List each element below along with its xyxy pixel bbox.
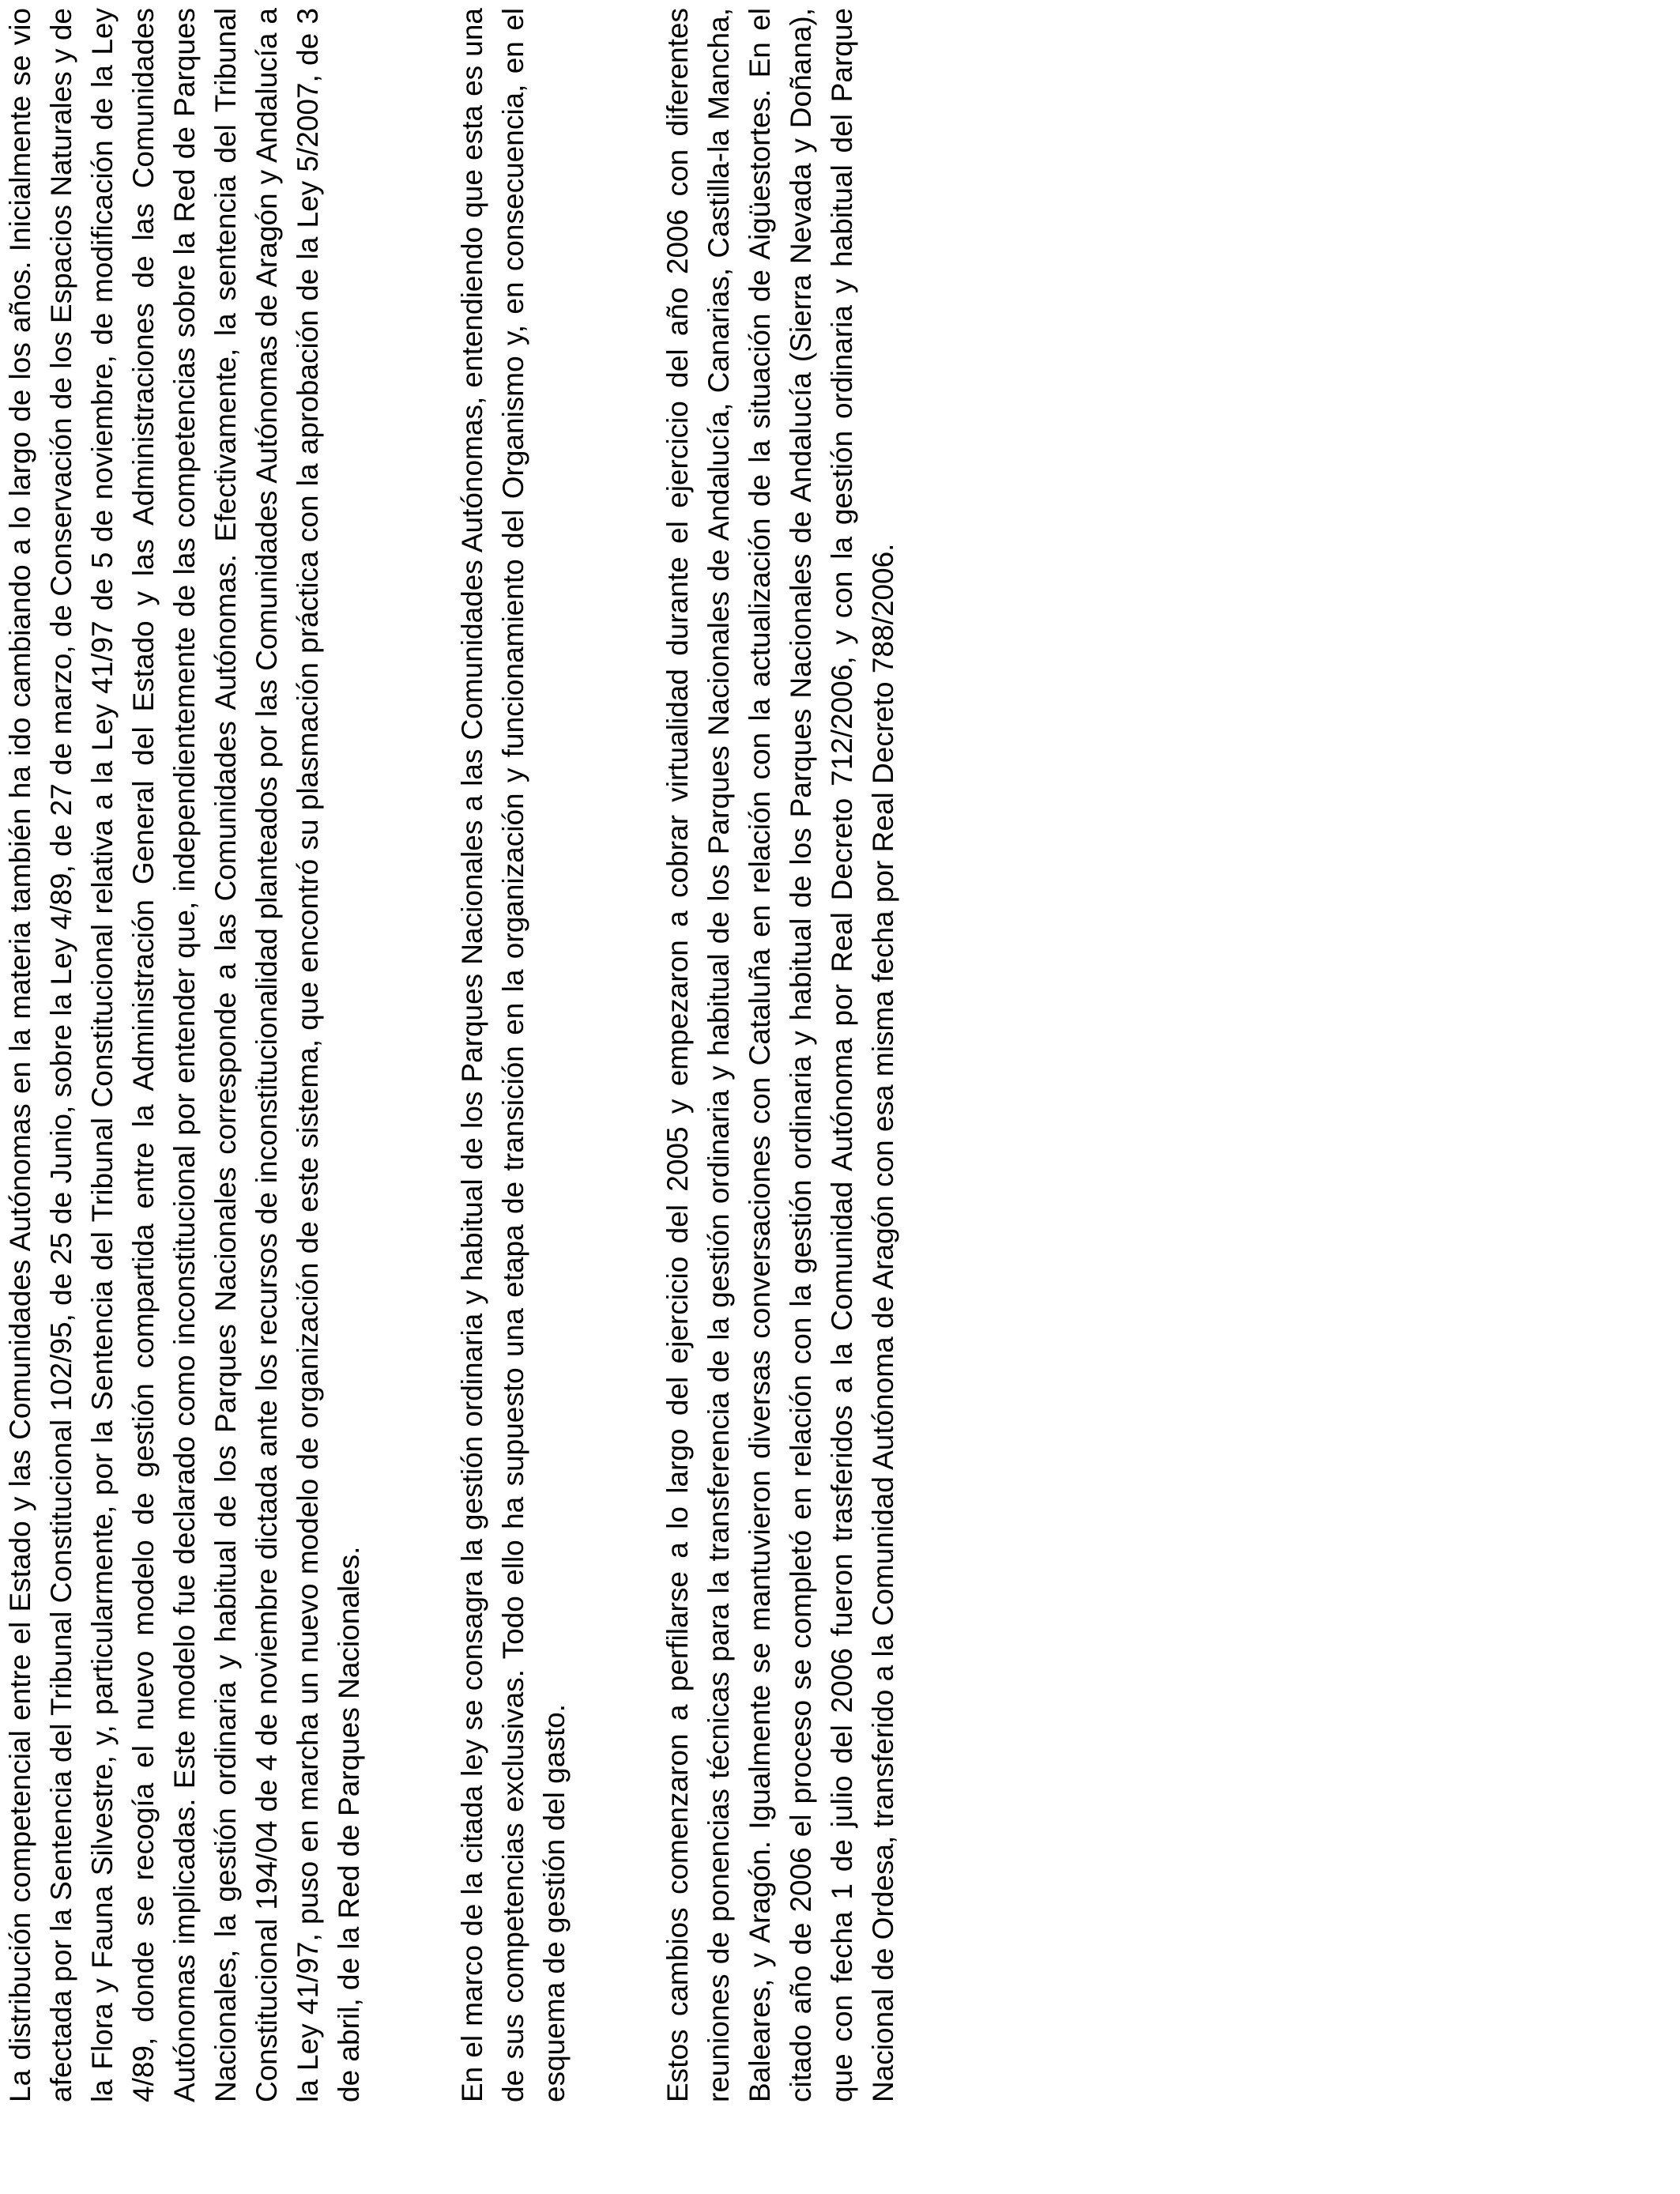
rotated-text-block	[0, 8, 1201, 2102]
paragraph-cambios: Estos cambios comenzaron a perfilarse a lo largo del ejercicio del 2005 y empezaron a cobrar virtualidad durante el ejercicio del año 2006 con diferentes reuniones de ponencias técnicas para la transferencia de la gestión ordinaria y habitual de los Parques Nacionales de Andalucía, Canarias, Castilla-la Mancha, Baleares, y Aragón. Igualmente se mantuvieron diversas conversaciones con Cataluña en relación con la actualización de la situación de Aigüestortes. En el citado año de 2006 el proceso se completó en relación con la gestión ordinaria y habitual de los Parques Nacionales de Andalucía (Sierra Nevada y Doñana), que con fecha 1 de julio del 2006 fueron trasferidos a la Comunidad Autónoma por Real Decreto 712/2006, y con la gestión ordinaria y habitual del Parque Nacional de Ordesa, transferido a la Comunidad Autónoma de Aragón con esa misma fecha por Real Decreto 788/2006.	[661, 8, 899, 2102]
paragraph-competencias: La distribución competencial entre el Estado y las Comunidades Autónomas en la materia también ha ido cambiando a lo largo de los años. Inicialmente se vio afectada por la Sentencia del Tribunal Constitucional 102/95, de 25 de Junio, sobre la Ley 4/89, de 27 de marzo, de Conservación de los Espacios Naturales y de la Flora y Fauna Silvestre, y, particularmente, por la Sentencia del Tribunal Constitucional relativa a la Ley 41/97 de 5 de noviembre, de modificación de la Ley 4/89, donde se recogía el nuevo modelo de gestión compartida entre la Administración General del Estado y las Administraciones de las Comunidades Autónomas implicadas. Este modelo fue declarado como inconstitucional por entender que, independientemente de las competencias sobre la Red de Parques Nacionales, la gestión ordinaria y habitual de los Parques Nacionales corresponde a las Comunidades Autónomas. Efectivamente, la sentencia del Tribunal Constitucional 194/04 de 4 de noviembre dictada ante los recursos de inconstitucionalidad planteados por las Comunidades Autónomas de Aragón y Andalucía a la Ley 41/97, puso en marcha un nuevo modelo de organización de este sistema, que encontró su plasmación práctica con la aprobación de la Ley 5/2007, de 3 de abril, de la Red de Parques Nacionales.	[4, 8, 365, 2102]
paragraph-marco-ley: En el marco de la citada ley se consagra la gestión ordinaria y habitual de los Parques Nacionales a las Comunidades Autónomas, entendiendo que esta es una de sus competencias exclusivas. Todo ello ha supuesto una etapa de transición en la organización y funcionamiento del Organismo y, en consecuencia, en el esquema de gestión del gasto.	[456, 8, 571, 2102]
